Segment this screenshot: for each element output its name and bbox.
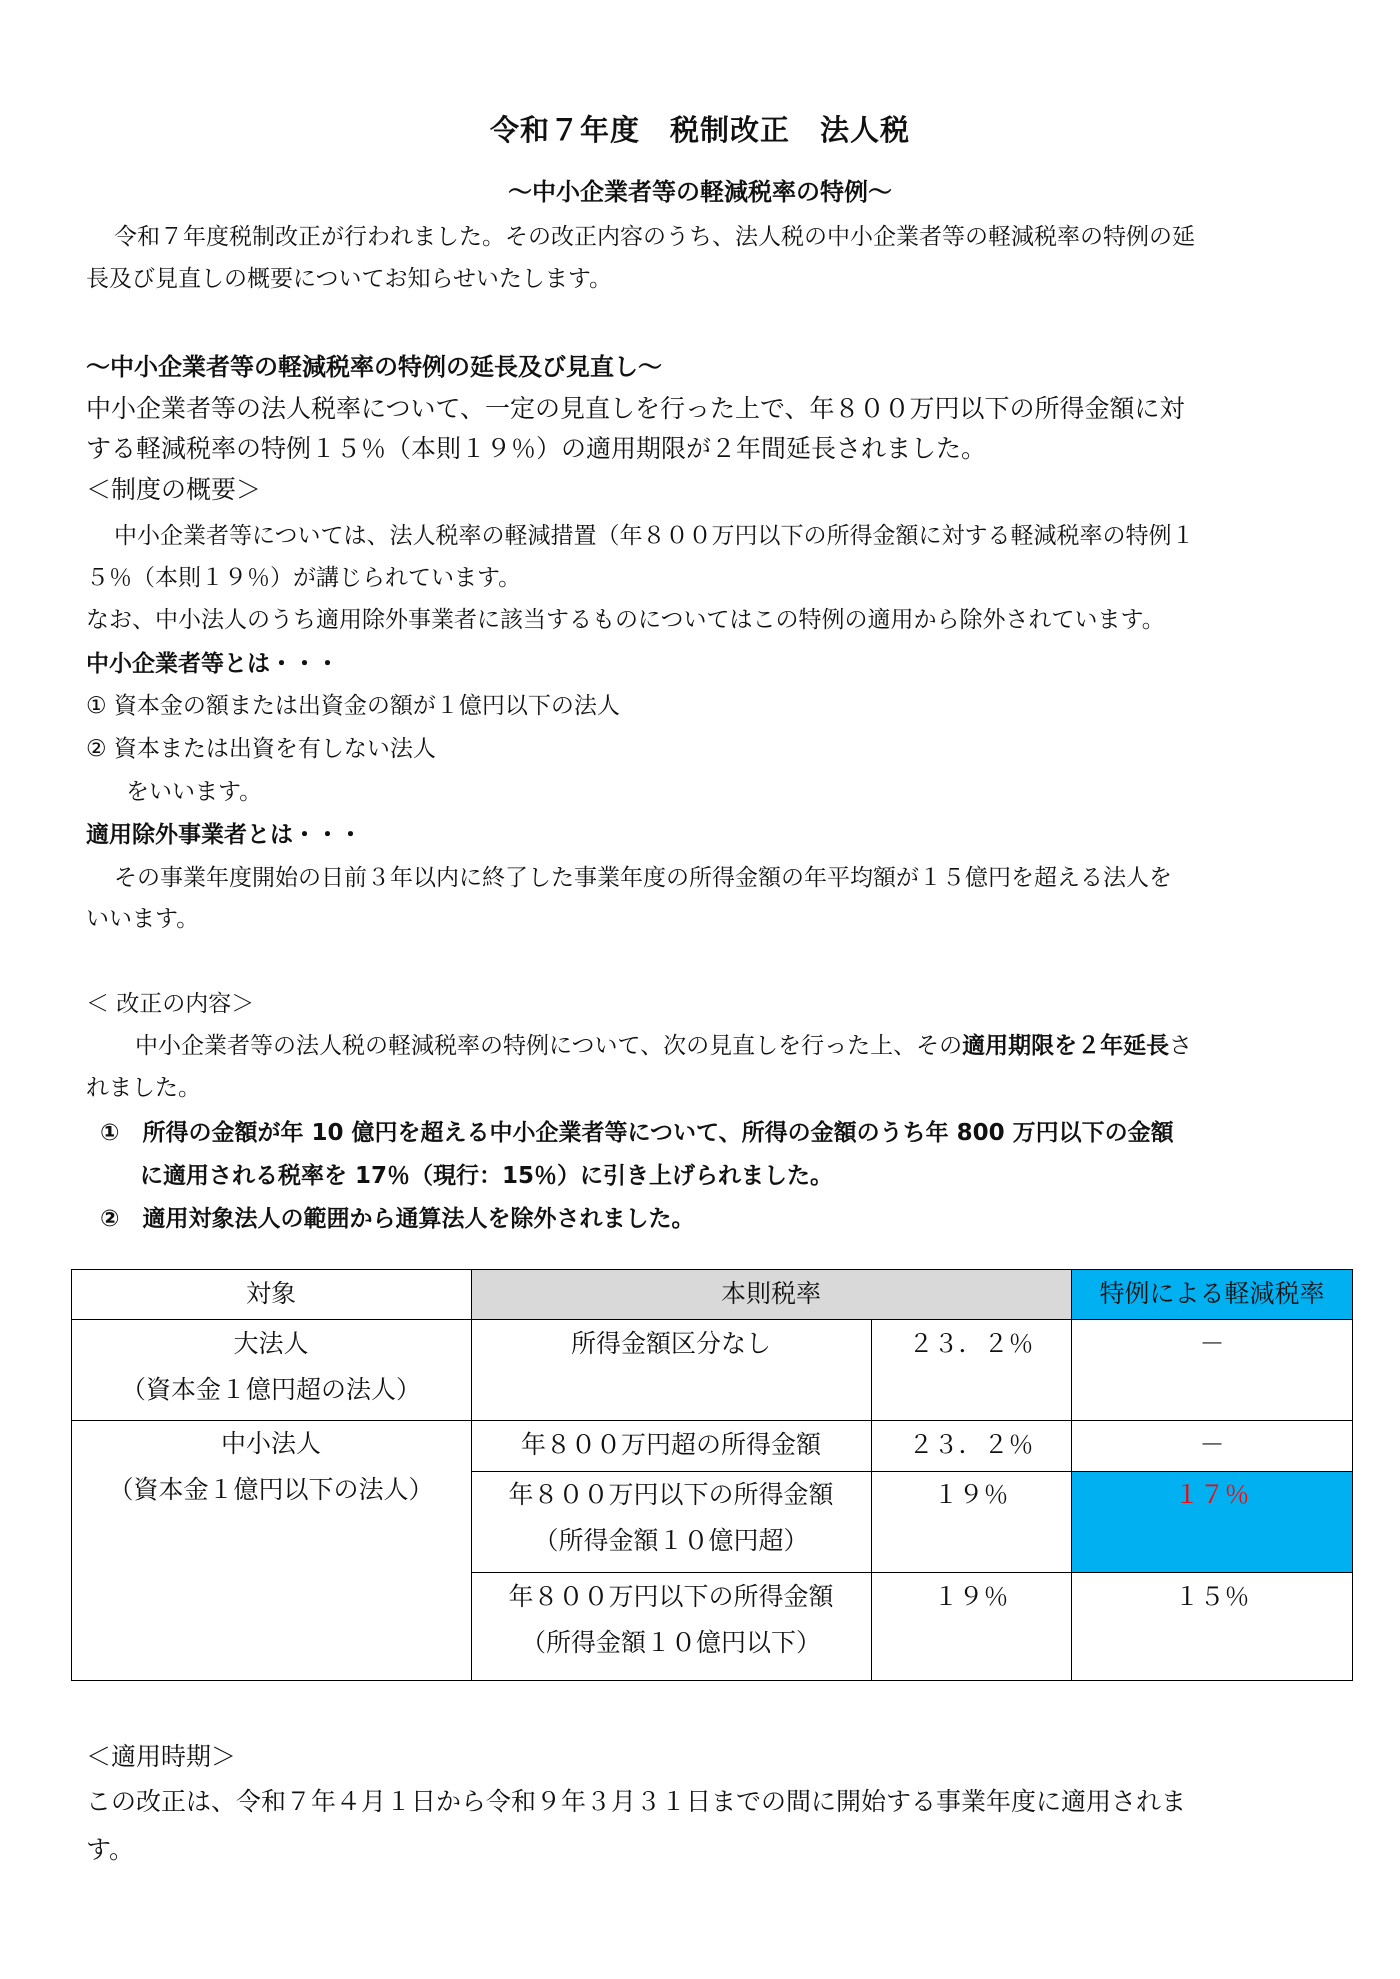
section1-heading: ～中小企業者等の軽減税率の特例の延長及び見直し～ bbox=[86, 353, 662, 381]
overview-line-1: 中小企業者等については、法人税率の軽減措置（年８００万円以下の所得金額に対する軽減税率の特例１ bbox=[114, 523, 1195, 549]
table-row-2-income: 年８００万円超の所得金額 bbox=[520, 1430, 821, 1459]
table-row-3-special: １７％ bbox=[1174, 1480, 1250, 1509]
revision-heading: ＜ 改正の内容＞ bbox=[86, 991, 255, 1017]
table-line bbox=[71, 1319, 1353, 1320]
table-row-1-income: 所得金額区分なし bbox=[570, 1329, 771, 1358]
table-line bbox=[1071, 1269, 1072, 1681]
intro-line-1: 令和７年度税制改正が行われました。その改正内容のうち、法人税の中小企業者等の軽減税率の特例の延 bbox=[114, 224, 1195, 250]
sme-definition-item-2: ② 資本または出資を有しない法人 bbox=[86, 736, 436, 762]
sme-definition-item-1: ① 資本金の額または出資金の額が１億円以下の法人 bbox=[86, 693, 620, 719]
table-row-1-rate: ２３．２％ bbox=[908, 1329, 1034, 1358]
timing-heading: ＜適用時期＞ bbox=[86, 1742, 237, 1771]
table-line bbox=[71, 1269, 1353, 1270]
timing-line-1: この改正は、令和７年４月１日から令和９年３月３１日までの間に開始する事業年度に適用されま bbox=[86, 1787, 1187, 1816]
table-header-standard-rate: 本則税率 bbox=[720, 1279, 821, 1308]
overview-heading: ＜制度の概要＞ bbox=[86, 475, 262, 504]
table-row-1-special: － bbox=[1199, 1329, 1225, 1358]
large-corp-label: 大法人 bbox=[233, 1329, 309, 1358]
revision-item-1-cont: に適用される税率を 17％（現行：15％）に引き上げられました。 bbox=[140, 1163, 834, 1189]
table-row-4-special: １５％ bbox=[1174, 1582, 1250, 1611]
excluded-definition-line-1: その事業年度開始の日前３年以内に終了した事業年度の所得金額の年平均額が１５億円を超える法人を bbox=[114, 865, 1172, 891]
revision-line-1-post: さ bbox=[1169, 1033, 1193, 1059]
intro-line-2: 長及び見直しの概要についてお知らせいたします。 bbox=[86, 266, 613, 292]
table-line bbox=[1352, 1269, 1353, 1681]
table-row-3-income-sub: （所得金額１０億円超） bbox=[533, 1526, 809, 1555]
small-corp-sub: （資本金１億円以下の法人） bbox=[108, 1475, 434, 1504]
revision-line-2: れました。 bbox=[86, 1075, 201, 1101]
table-line bbox=[71, 1420, 1353, 1421]
excluded-definition-line-2: いいます。 bbox=[86, 906, 200, 932]
revision-line-1-bold: 適用期限を２年延長 bbox=[962, 1033, 1170, 1059]
small-corp-label: 中小法人 bbox=[220, 1429, 321, 1458]
large-corp-sub: （資本金１億円超の法人） bbox=[120, 1375, 421, 1404]
table-row-4-rate: １９％ bbox=[933, 1582, 1009, 1611]
table-line bbox=[71, 1680, 1353, 1681]
table-header-special-rate: 特例による軽減税率 bbox=[1099, 1279, 1325, 1308]
document-title: 令和７年度 税制改正 法人税 bbox=[489, 113, 910, 147]
table-line bbox=[871, 1319, 872, 1681]
table-line bbox=[471, 1572, 1353, 1573]
table-row-2-rate: ２３．２％ bbox=[908, 1430, 1034, 1459]
table-row-4-income-sub: （所得金額１０億円以下） bbox=[520, 1628, 821, 1657]
table-row-4-income: 年８００万円以下の所得金額 bbox=[508, 1582, 834, 1611]
table-line bbox=[471, 1471, 1353, 1472]
revision-line-1 bbox=[135, 1027, 1192, 1060]
revision-item-1: ① 所得の金額が年 10 億円を超える中小企業者等について、所得の金額のうち年 800 万円以下の金額 bbox=[100, 1120, 1174, 1146]
sme-definition-heading: 中小企業者等とは・・・ bbox=[86, 651, 339, 677]
table-row-3-rate: １９％ bbox=[933, 1480, 1009, 1509]
section1-line-1: 中小企業者等の法人税率について、一定の見直しを行った上で、年８００万円以下の所得金額に対 bbox=[86, 394, 1185, 423]
table-line bbox=[71, 1269, 72, 1681]
overview-line-3: なお、中小法人のうち適用除外事業者に該当するものについてはこの特例の適用から除外されています。 bbox=[86, 607, 1165, 633]
sme-definition-tail: をいいます。 bbox=[126, 779, 263, 805]
table-row-2-special: － bbox=[1199, 1430, 1225, 1459]
excluded-definition-heading: 適用除外事業者とは・・・ bbox=[86, 822, 362, 848]
table-row-3-income: 年８００万円以下の所得金額 bbox=[508, 1480, 834, 1509]
table-header-target: 対象 bbox=[245, 1279, 296, 1308]
section1-line-2: する軽減税率の特例１５％（本則１９％）の適用期限が２年間延長されました。 bbox=[86, 434, 987, 463]
timing-line-2: す。 bbox=[86, 1835, 135, 1864]
tax-rate-table bbox=[71, 1269, 1353, 1681]
revision-line-1-pre: 中小企業者等の法人税の軽減税率の特例について、次の見直しを行った上、その bbox=[135, 1033, 963, 1059]
revision-item-2: ② 適用対象法人の範囲から通算法人を除外されました。 bbox=[100, 1206, 695, 1232]
overview-line-2: ５％（本則１９％）が講じられています。 bbox=[86, 565, 522, 591]
table-line bbox=[471, 1269, 472, 1681]
document-subtitle: ～中小企業者等の軽減税率の特例～ bbox=[508, 178, 892, 206]
